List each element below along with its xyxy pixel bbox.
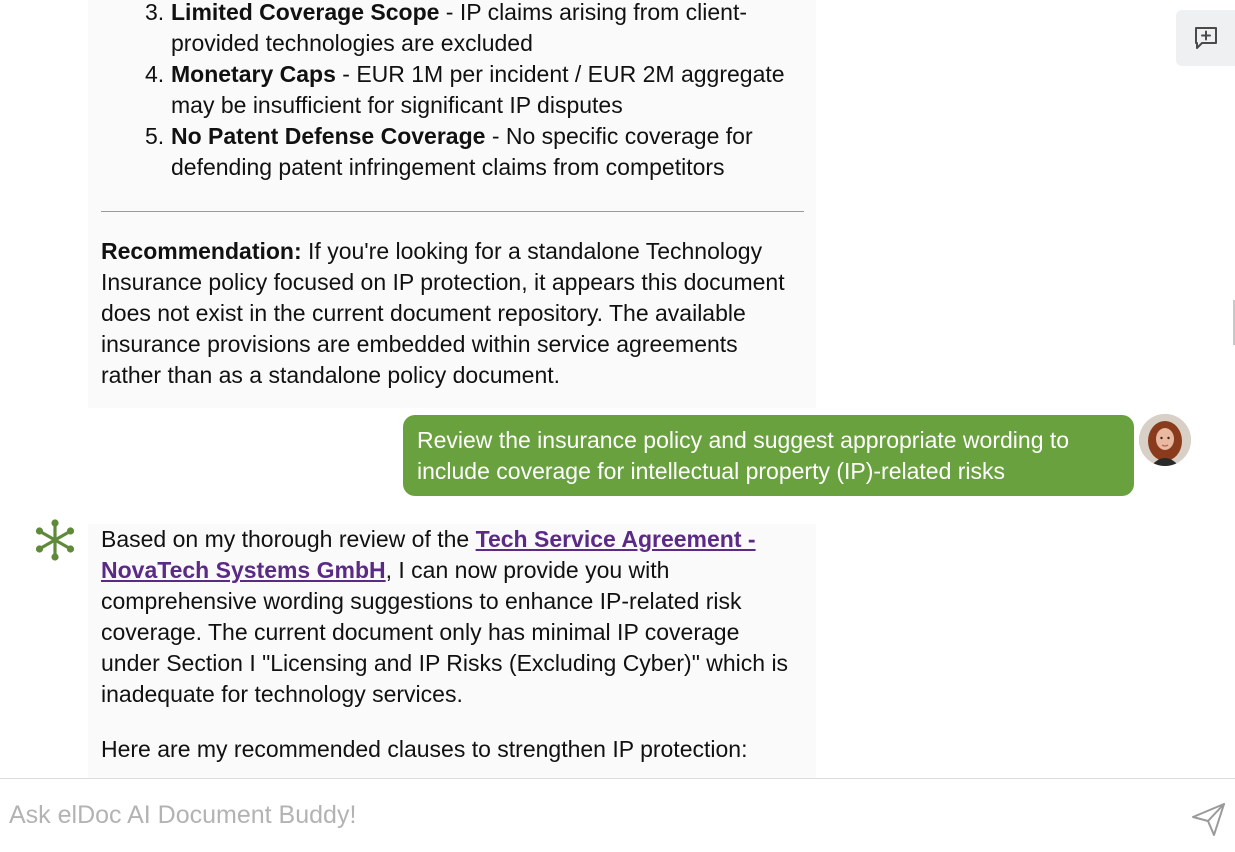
ai-assistant-icon <box>34 519 76 561</box>
bot-response-intro: Based on my thorough review of the Tech Service Agreement - NovaTech Systems GmbH, I can now provide you with comprehensive wording suggestions to enhance IP-related risk coverage. The current document only has minimal IP coverage under Section I "Licensing and IP Risks (Excluding Cyber)" which is inadequate for technology services. <box>101 526 789 707</box>
add-comment-icon <box>1193 25 1219 51</box>
limitations-list <box>101 0 803 183</box>
send-button[interactable] <box>1190 800 1228 838</box>
message-input[interactable] <box>0 779 1170 852</box>
document-link[interactable]: Tech Service Agreement - NovaTech Systems GmbH <box>101 526 756 583</box>
list-item: 4. Monetary Caps - EUR 1M per incident / EUR 2M aggregate may be insufficient for significant IP disputes <box>145 61 785 118</box>
user-avatar <box>1139 414 1191 466</box>
horizontal-divider <box>101 211 804 212</box>
bot-response-paragraph: Here are my recommended clauses to strengthen IP protection: <box>101 736 748 762</box>
user-message-bubble <box>403 415 1134 496</box>
list-item: 5. No Patent Defense Coverage - No specific coverage for defending patent infringement claims from competitors <box>145 123 753 180</box>
send-icon <box>1190 800 1228 838</box>
message-composer <box>0 778 1235 852</box>
user-avatar-image <box>1139 414 1191 466</box>
recommendation-paragraph: Recommendation: If you're looking for a standalone Technology Insurance policy focused on IP protection, it appears this document does not exist in the current document repository. The available insurance provisions are embedded within service agreements rather than as a standalone policy document. <box>101 238 785 388</box>
user-message-text: Review the insurance policy and suggest appropriate wording to include coverage for intellectual property (IP)-related risks <box>417 427 1070 484</box>
new-chat-button[interactable] <box>1176 10 1235 66</box>
bot-message-previous <box>88 0 816 408</box>
bot-message-current <box>88 524 816 778</box>
list-item: 3. Limited Coverage Scope - IP claims arising from client-provided technologies are excluded <box>145 0 748 56</box>
